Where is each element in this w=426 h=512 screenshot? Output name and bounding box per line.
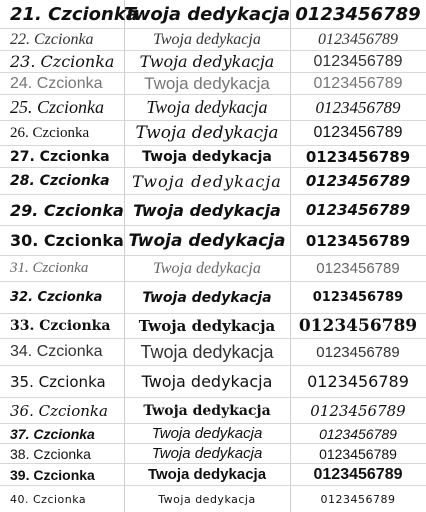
- sample-text: Twoja dedykacja: [135, 123, 279, 143]
- font-row-26: [0, 121, 426, 146]
- font-name: 36. Czcionka: [10, 401, 108, 420]
- sample-digits: 0123456789: [313, 465, 403, 483]
- font-name: 30. Czcionka: [10, 231, 124, 250]
- font-row-35: [0, 366, 426, 398]
- font-name: 23. Czcionka: [10, 52, 115, 71]
- font-name: 21. Czcionka: [10, 3, 138, 25]
- sample-text: Twoja dedykacja: [132, 171, 282, 191]
- font-row-39: [0, 464, 426, 486]
- font-name: 22. Czcionka: [10, 30, 94, 48]
- font-row-27: [0, 146, 426, 168]
- font-name: 33. Czcionka: [10, 318, 111, 334]
- font-name: 29. Czcionka: [10, 200, 124, 220]
- font-name: 32. Czcionka: [10, 290, 103, 305]
- sample-text: Twoja dedykacja: [153, 259, 261, 277]
- font-row-23: [0, 51, 426, 73]
- font-row-21: [0, 0, 426, 29]
- sample-text: Twoja dedykacja: [147, 466, 267, 483]
- font-row-38: [0, 444, 426, 464]
- sample-text: Twoja dedykacja: [151, 425, 263, 442]
- sample-text: Twoja dedykacja: [153, 30, 261, 48]
- font-name: 27. Czcionka: [10, 148, 110, 165]
- sample-digits: 0123456789: [305, 172, 411, 190]
- font-row-33: [0, 314, 426, 339]
- sample-digits: 0123456789: [319, 425, 397, 442]
- sample-digits: 0123456789: [316, 260, 400, 277]
- sample-text: Twoja dedykacja: [133, 200, 281, 220]
- font-row-32: [0, 282, 426, 314]
- sample-text: Twoja dedykacja: [142, 148, 272, 165]
- sample-digits: 0123456789: [307, 372, 409, 391]
- font-row-37: [0, 424, 426, 444]
- sample-digits: 0123456789: [318, 30, 398, 48]
- sample-text: Twoja dedykacja: [151, 445, 263, 462]
- font-name: 28. Czcionka: [10, 173, 110, 189]
- sample-text: Twoja dedykacja: [139, 52, 275, 71]
- sample-text: Twoja dedykacja: [142, 289, 272, 306]
- sample-digits: 0123456789: [316, 343, 400, 361]
- font-name: 31. Czcionka: [10, 260, 89, 276]
- sample-digits: 0123456789: [313, 52, 403, 70]
- font-name: 38. Czcionka: [10, 445, 91, 462]
- sample-digits: 0123456789: [305, 231, 411, 250]
- sample-text: Twoja dedykacja: [141, 372, 273, 391]
- font-name: 24. Czcionka: [10, 74, 103, 92]
- font-row-25: [0, 95, 426, 121]
- sample-digits: 0123456789: [310, 401, 406, 420]
- sample-text: Twoja dedykacja: [128, 230, 286, 251]
- sample-digits: 0123456789: [313, 124, 403, 141]
- font-name: 34. Czcionka: [10, 343, 103, 360]
- font-row-29: [0, 195, 426, 226]
- font-name: 35. Czcionka: [10, 372, 106, 391]
- sample-text: Twoja dedykacja: [140, 341, 274, 362]
- font-row-22: [0, 29, 426, 51]
- sample-text: Twoja dedykacja: [143, 402, 271, 419]
- sample-text: Twoja dedykacja: [138, 317, 276, 335]
- font-row-24: [0, 73, 426, 95]
- sample-text: Twoja dedykacja: [146, 97, 268, 117]
- sample-digits: 0123456789: [319, 445, 397, 462]
- font-row-30: [0, 226, 426, 256]
- sample-text: Twoja dedykacja: [158, 492, 256, 506]
- sample-digits: 0123456789: [295, 3, 421, 25]
- font-row-40: [0, 486, 426, 512]
- sample-digits: 0123456789: [315, 97, 401, 117]
- font-name: 39. Czcionka: [10, 466, 95, 483]
- sample-digits: 0123456789: [312, 290, 404, 305]
- font-row-31: [0, 256, 426, 282]
- sample-text: Twoja dedykacja: [123, 3, 291, 25]
- font-row-28: [0, 168, 426, 195]
- font-row-36: [0, 398, 426, 424]
- sample-digits: 0123456789: [305, 147, 411, 166]
- font-row-34: [0, 339, 426, 366]
- sample-digits: 0123456789: [313, 74, 403, 92]
- sample-text: Twoja dedykacja: [144, 73, 270, 93]
- sample-digits: 0123456789: [320, 492, 396, 506]
- font-name: 40. Czcionka: [10, 492, 87, 506]
- font-name: 26. Czcionka: [10, 124, 90, 141]
- sample-digits: 0123456789: [298, 316, 418, 336]
- font-name: 37. Czcionka: [10, 425, 95, 442]
- font-name: 25. Czcionka: [10, 97, 104, 117]
- sample-digits: 0123456789: [305, 201, 411, 219]
